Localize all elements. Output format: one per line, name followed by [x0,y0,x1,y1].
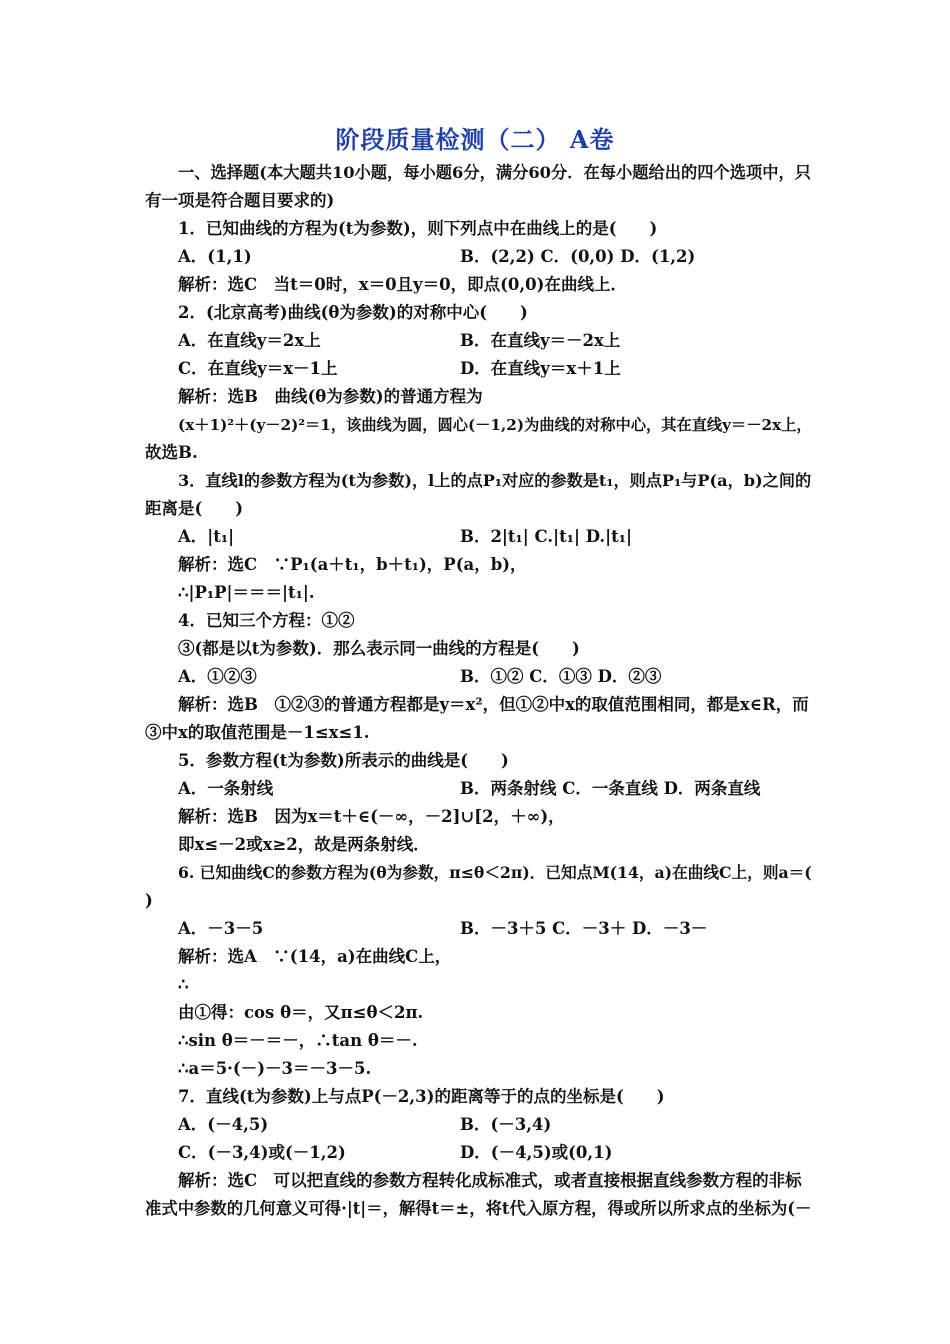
question-4-options-bcd: B．①② C．①③ D．②③ [460,667,662,686]
question-5-options-bcd: B．两条射线 C．一条直线 D．两条直线 [460,779,761,798]
question-2-option-a: A．在直线y＝2x上 [178,331,321,350]
question-1-options-bcd: B．(2,2) C．(0,0) D．(1,2) [460,247,696,266]
question-7-option-d: D．(－4,5)或(0,1) [460,1143,613,1162]
question-1-solution: 解析：选C 当t＝0时，x＝0且y＝0，即点(0,0)在曲线上． [178,275,627,294]
question-2-option-b: B．在直线y＝－2x上 [460,331,621,350]
question-3-solution-line-1: 解析：选C ∵P₁(a＋t₁，b＋t₁)，P(a，b)， [178,555,527,574]
question-6-solution-line-1: 解析：选A ∵(14，a)在曲线C上， [178,947,452,966]
question-1: 1．已知曲线的方程为(t为参数)，则下列点中在曲线上的是( ) [178,219,658,238]
question-7-option-a: A．(－4,5) [178,1115,269,1134]
question-2-option-d: D．在直线y＝x＋1上 [460,359,621,378]
question-6-line-2: ) [145,891,153,910]
question-6-solution-line-2: ∴ [178,975,189,994]
question-3-option-a: A．|t₁| [178,527,235,546]
question-3-options-bcd: B．2|t₁| C.|t₁| D.|t₁| [460,527,633,546]
question-6-option-a: A．－3－5 [178,919,264,938]
question-4-solution-line-2: ③中x的取值范围是－1≤x≤1. [145,723,370,742]
question-5-option-a: A．一条射线 [178,779,274,798]
question-4-option-a: A．①②③ [178,667,257,686]
question-7-solution-line-2: 准式中参数的几何意义可得·|t|＝，解得t＝±，将t代入原方程，得或所以所求点的坐标为(－ [145,1199,812,1218]
question-4-line-2: ③(都是以t为参数)．那么表示同一曲线的方程是( ) [178,639,580,658]
question-1-option-a: A．(1,1) [178,247,252,266]
question-2: 2．(北京高考)曲线(θ为参数)的对称中心( ) [178,303,528,322]
question-5-solution-line-1: 解析：选B 因为x＝t＋∈(－∞，－2]∪[2，＋∞)， [178,807,565,826]
question-6-line-1: 6. 已知曲线C的参数方程为(θ为参数，π≤θ＜2π)．已知点M(14，a)在曲线C上，则a＝( [178,863,812,882]
question-2-solution-line-1: 解析：选B 曲线(θ为参数)的普通方程为 [178,387,483,406]
question-3-line-1: 3．直线l的参数方程为(t为参数)，l上的点P₁对应的参数是t₁，则点P₁与P(a，b)之间的 [178,471,812,490]
question-7-solution-line-1: 解析：选C 可以把直线的参数方程转化成标准式，或者直接根据直线参数方程的非标 [178,1171,802,1190]
section-heading-line-1: 一、选择题(本大题共10小题，每小题6分，满分60分．在每小题给出的四个选项中，只 [178,163,811,182]
question-7-option-c: C．(－3,4)或(－1,2) [178,1143,346,1162]
question-4-line-1: 4．已知三个方程：①② [178,611,355,630]
question-7-option-b: B．(－3,4) [460,1115,552,1134]
question-6-solution-line-4: ∴sin θ＝－＝－，∴tan θ＝－. [178,1031,418,1050]
section-heading-line-2: 有一项是符合题目要求的) [145,191,335,210]
question-2-solution-line-3: 故选B. [145,443,198,462]
question-5-solution-line-2: 即x≤－2或x≥2，故是两条射线． [178,835,430,854]
question-5: 5．参数方程(t为参数)所表示的曲线是( ) [178,751,509,770]
question-7: 7．直线(t为参数)上与点P(－2,3)的距离等于的点的坐标是( ) [178,1087,665,1106]
question-6-solution-line-3: 由①得：cos θ＝，又π≤θ＜2π. [178,1003,424,1022]
question-4-solution-line-1: 解析：选B ①②③的普通方程都是y＝x²，但①②中x的取值范围相同，都是x∈R，而 [178,695,809,714]
question-3-line-2: 距离是( ) [145,499,244,518]
question-2-option-c: C．在直线y＝x－1上 [178,359,338,378]
question-6-solution-line-5: ∴a＝5·(－)－3＝－3－5. [178,1059,372,1078]
page-title: 阶段质量检测（二） A卷 [335,125,615,154]
question-2-solution-line-2: (x＋1)²＋(y－2)²＝1，该曲线为圆，圆心(－1,2)为曲线的对称中心，其在直线y＝－2x上， [178,416,812,434]
question-6-options-bcd: B．－3＋5 C．－3＋ D．－3－ [460,919,708,938]
question-3-solution-line-2: ∴|P₁P|＝＝＝|t₁|. [178,583,315,602]
